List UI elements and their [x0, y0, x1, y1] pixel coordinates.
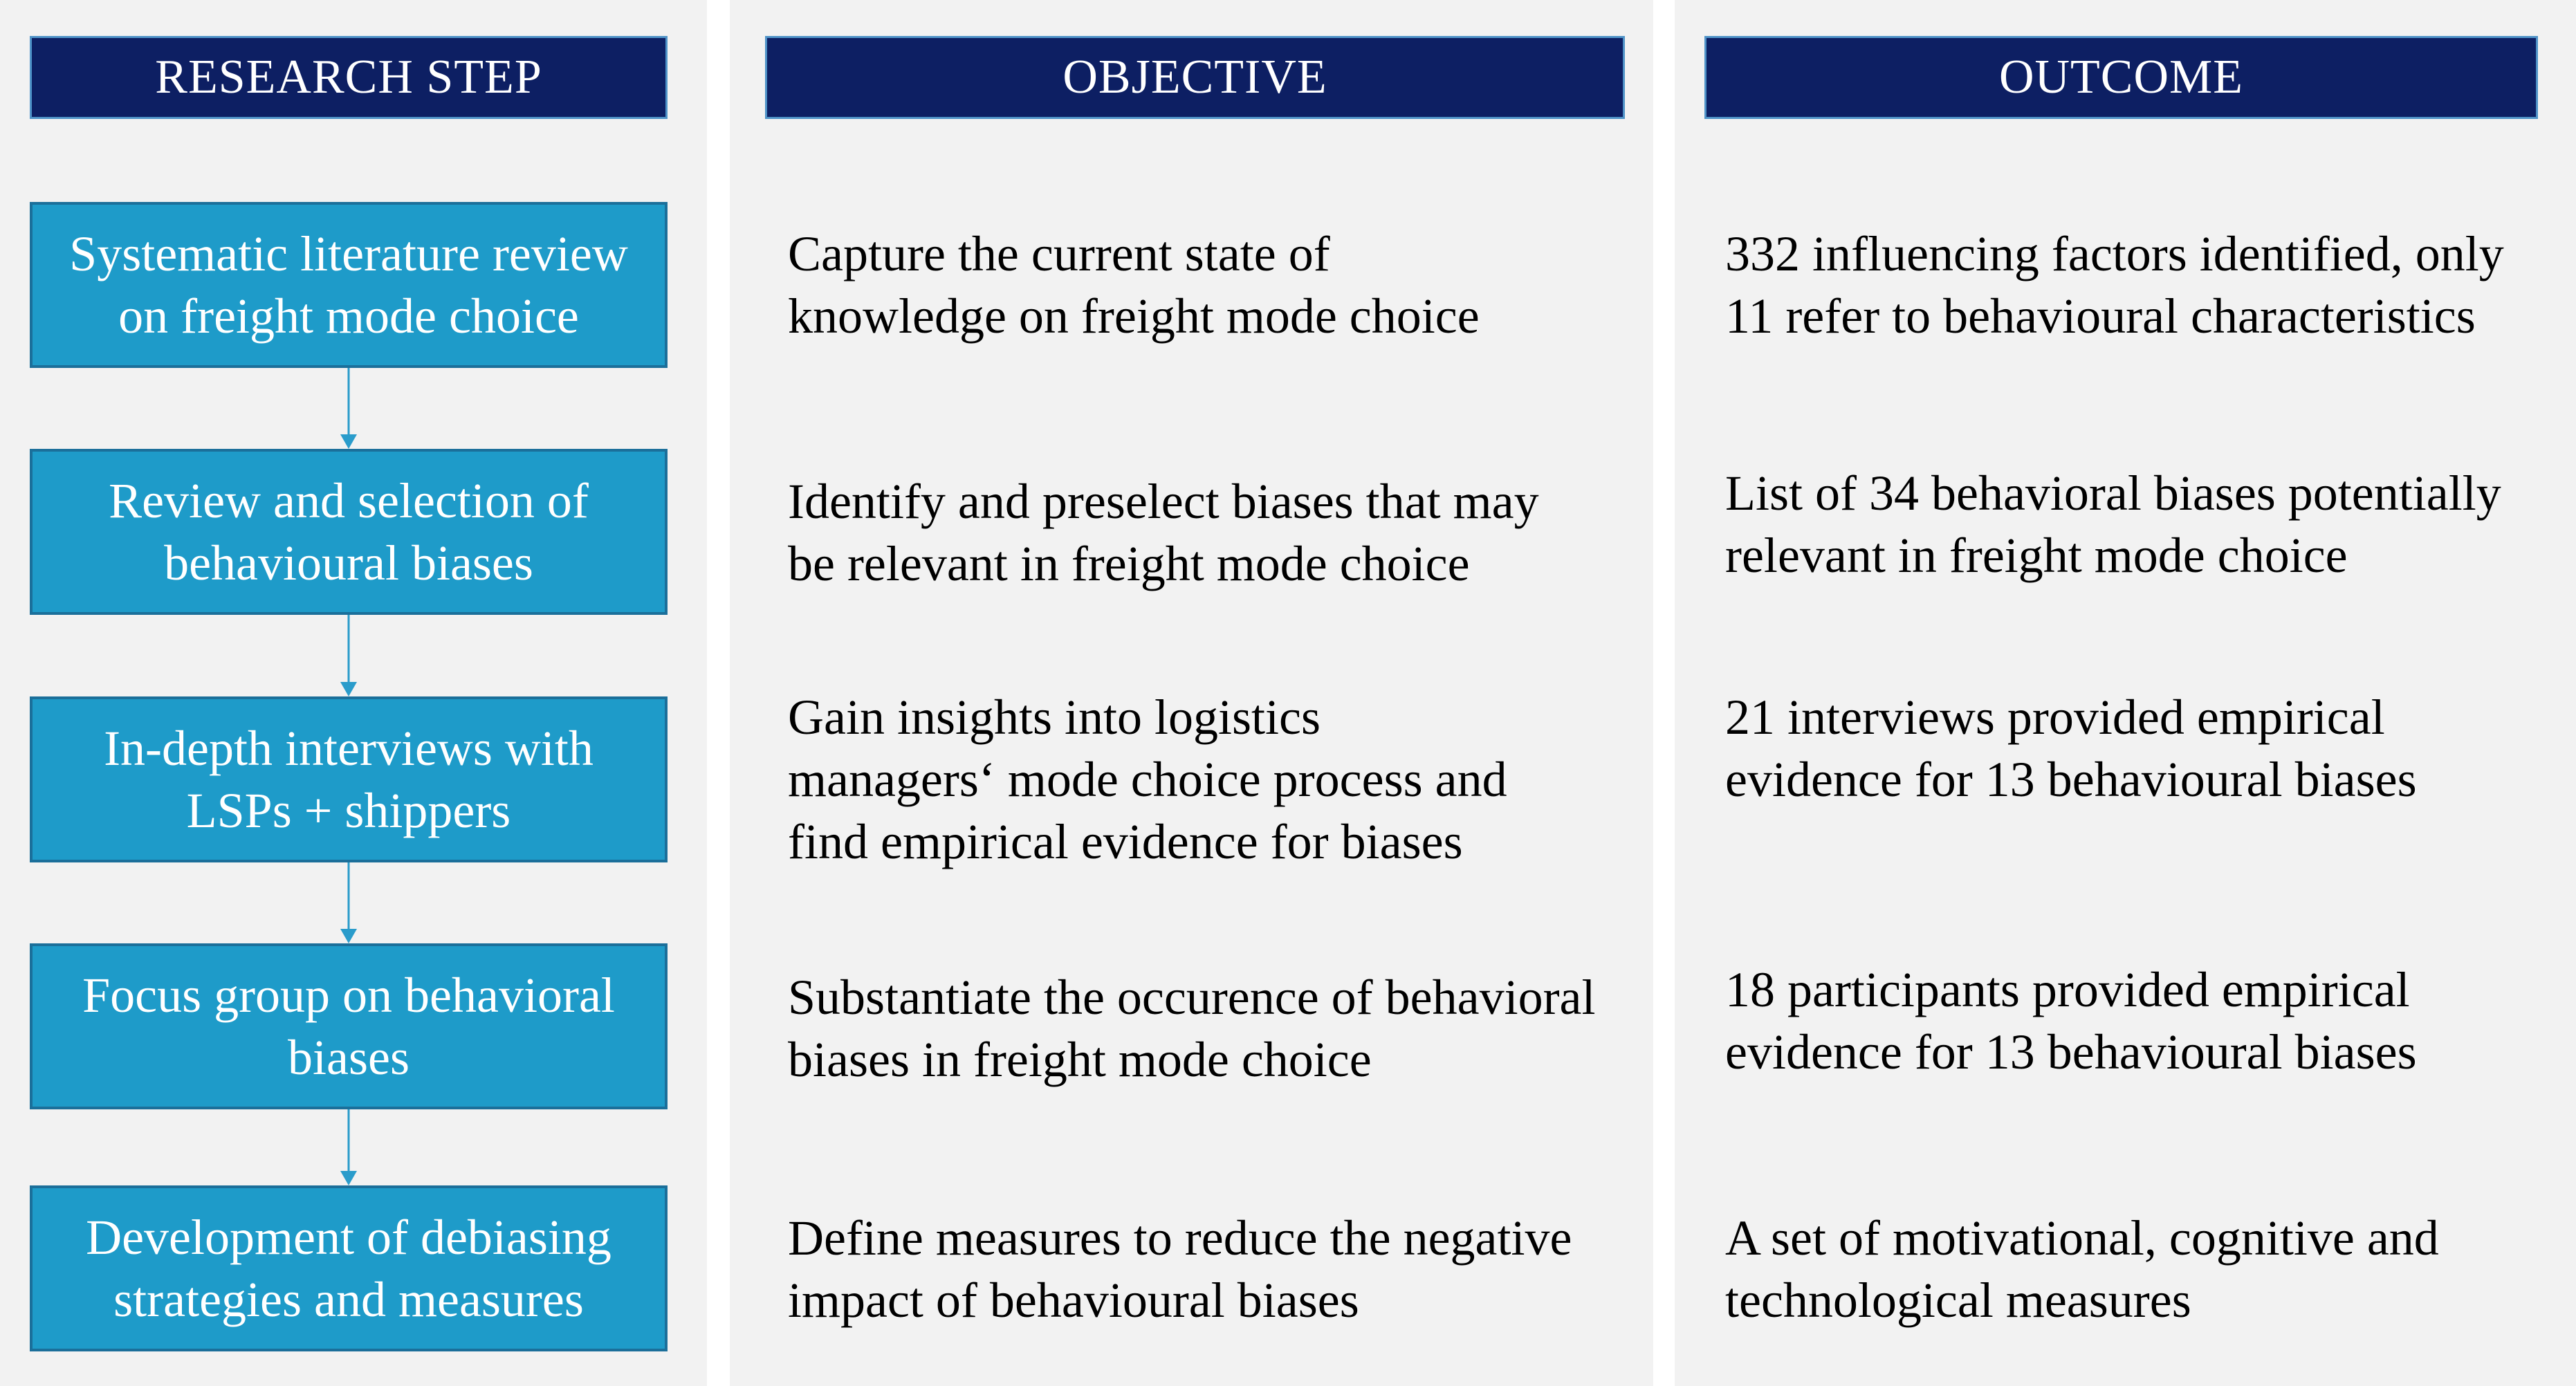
research-step-4-box: Focus group on behavioral biases [30, 943, 668, 1109]
research-step-3-box: In-depth interviews with LSPs + shippers [30, 696, 668, 862]
outcome-header: OUTCOME [1704, 36, 2538, 119]
arrow-connector-4 [346, 1109, 351, 1185]
objective-text-3: Gain insights into logistics managers‘ mode choice process and find empirical evidence for biases [788, 690, 1507, 869]
arrow-connector-1 [346, 368, 351, 449]
outcome-text-1: 332 influencing factors identified, only 11 refer to behavioural characteristics [1725, 226, 2504, 344]
objective-text-4: Substantiate the occurence of behavioral biases in freight mode choice [788, 970, 1596, 1087]
outcome-text-3: 21 interviews provided empirical evidence for 13 behavioural biases [1725, 690, 2417, 807]
outcome-text-2: List of 34 behavioral biases potentially relevant in freight mode choice [1725, 465, 2501, 583]
research-step-5-box: Development of debiasing strategies and measures [30, 1185, 668, 1351]
research-step-2-box: Review and selection of behavioural biases [30, 449, 668, 615]
objective-text-1: Capture the current state of knowledge on freight mode choice [788, 226, 1480, 344]
arrow-connector-2 [346, 615, 351, 696]
objective-header: OBJECTIVE [765, 36, 1625, 119]
research-step-1-box: Systematic literature review on freight mode choice [30, 202, 668, 368]
research-step-header: RESEARCH STEP [30, 36, 668, 119]
outcome-text-4: 18 participants provided empirical evidence for 13 behavioural biases [1725, 962, 2417, 1080]
objective-text-5: Define measures to reduce the negative impact of behavioural biases [788, 1210, 1572, 1328]
outcome-text-5: A set of motivational, cognitive and technological measures [1725, 1210, 2439, 1328]
arrow-connector-3 [346, 862, 351, 943]
objective-text-2: Identify and preselect biases that may be relevant in freight mode choice [788, 474, 1539, 591]
